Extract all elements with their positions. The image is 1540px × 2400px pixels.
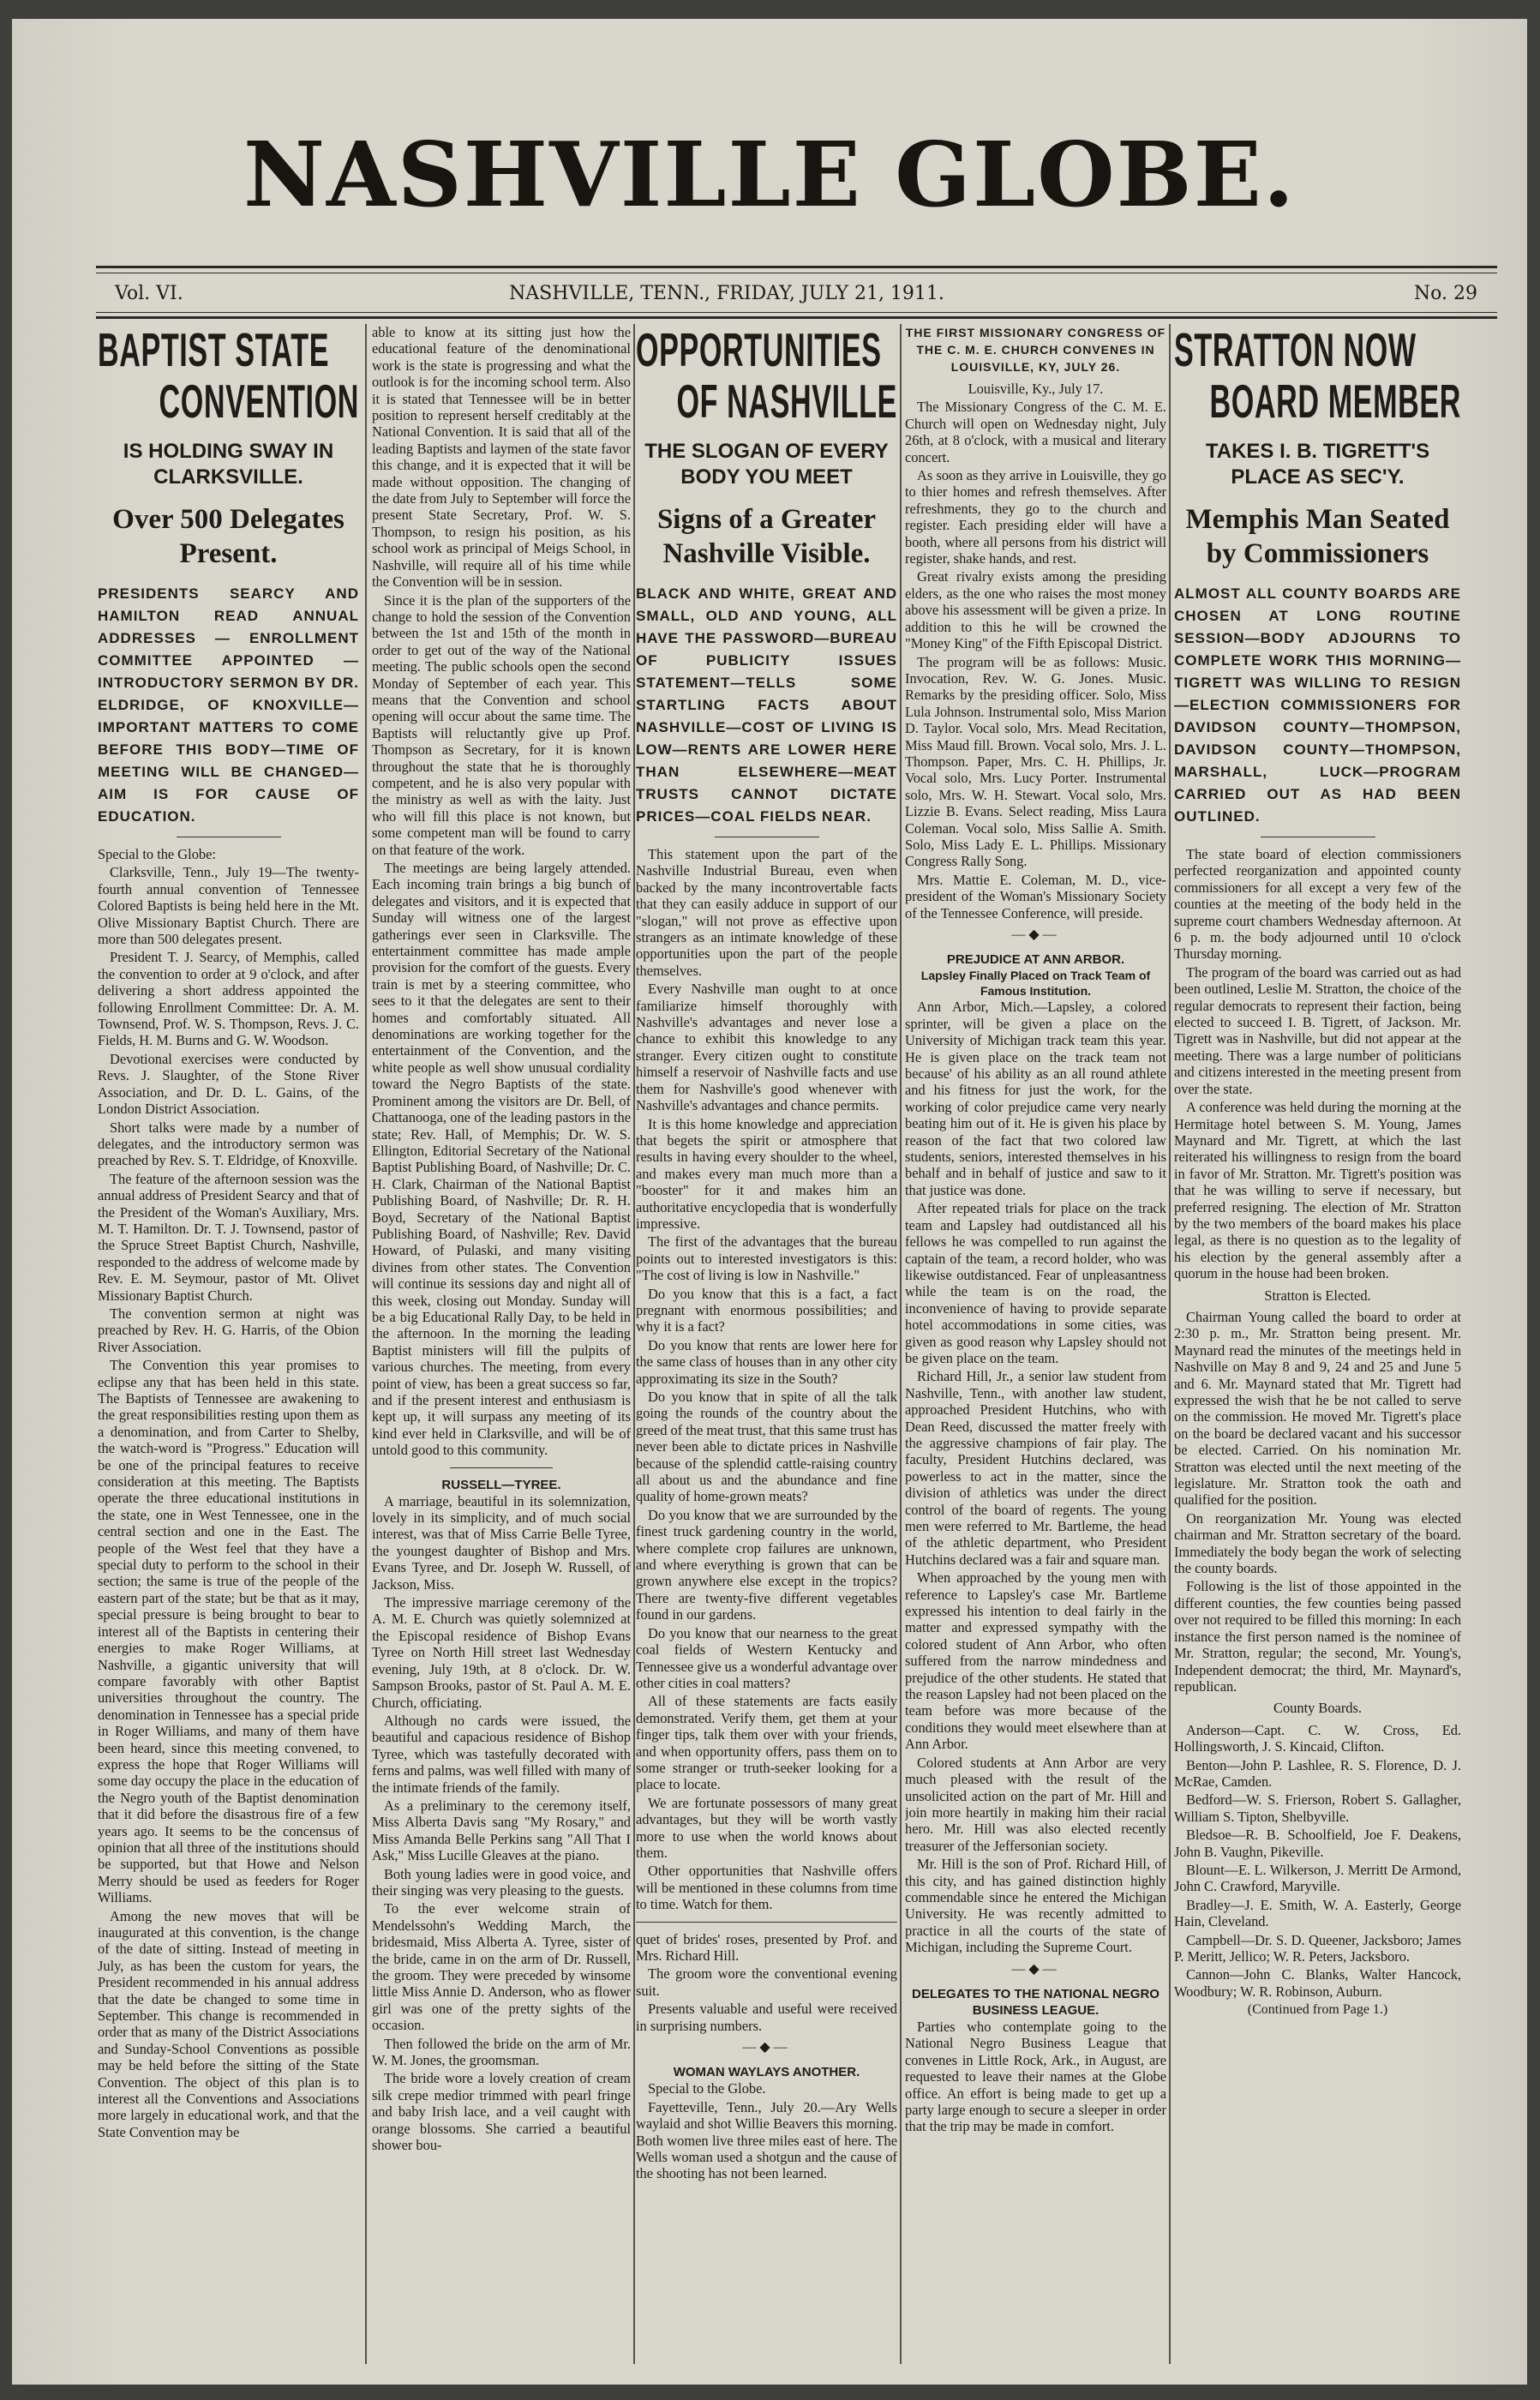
divider-ornament: —◆— — [742, 2040, 791, 2055]
paragraph: On reorganization Mr. Young was elected chairman and Mr. Stratton secretary of the board. Immediately the body began the work of selecting the county boards. — [1174, 1509, 1461, 1577]
paragraph: The Convention this year promises to eclipse any that has been held in this state. The Baptists of Tennessee are awakening to the great responsibilities resting upon them as a denomination, and from Carter to Shelby, the watch-word is "Progress." Education will be one of the principal features to receive consideration at this meeting. The Baptists operate the three educational institutions in the state, one in West Tennessee, one in the central section and one in the East. The people of the West feel that they have a special duty to perform to the school in their section; the same is true of the people of the eastern part of the state; but be that as it may, special pressure is being brought to bear to interest all of the Baptists in centering their energies to make Roger Williams, at Nashville, a gigantic university that will compare favorably with other Baptist universities throughout the country. The denomination in Tennessee has a special pride in Roger Williams, and many of them have been heard, since this meeting convened, to express the hope that Roger Williams will some day occupy the place in the education of the Negro youth of the Baptist denomination that it did before the disastrous fire of a few years ago. It seems to be the concensus of opinion that all three of the institutions should be supported, but that Howe and Nelson Merry should be used as feeders for Roger Williams. — [98, 1357, 359, 1906]
paragraph: Since it is the plan of the supporters of the change to hold the session of the Convention between the 1st and 15th of the month in order to get out of the way of the National meeting. The public schools open the second Monday of September of each year. This means that the Convention and school opening will occur about the same time. The Baptists will reluctantly give up Prof. Thompson as Secretary, for it is known throughout the state that he is thoroughly competent, and he is also very popular with the ministry as well as with the laity. Just who will fill this place is not known, but some competent man will be found to carry on that feature of the work. — [372, 591, 631, 858]
summary-deck: BLACK AND WHITE, GREAT AND SMALL, OLD AND YOUNG, ALL HAVE THE PASSWORD—BUREAU OF PUBLICITY ISSUES STATEMENT—TELLS SOME STARTLING FACTS ABOUT NASHVILLE—COST OF LIVING IS LOW—RENTS ARE LOWER HERE THAN ELSEWHERE—MEAT TRUSTS CANNOT DICTATE PRICES—COAL FIELDS NEAR. — [636, 585, 897, 825]
paragraph: Do you know that this is a fact, a fact pregnant with enormous possibilities; and why it is a fact? — [636, 1285, 897, 1335]
paragraph: This statement upon the part of the Nashville Industrial Bureau, even when backed by the many incontrovertable facts that they can easily adduce in support of our "slogan," will not prove as effective upon strangers as an intimate knowledge of these opportunities upon the part of the people themselves. — [636, 846, 897, 979]
paragraph: The groom wore the conventional evening suit. — [636, 1965, 897, 1999]
divider-ornament: —◆— — [1011, 927, 1060, 942]
paragraph: Do you know that our nearness to the great coal fields of Western Kentucky and Tennessee give us a wonderful advantage over other cities in coal matters? — [636, 1624, 897, 1691]
paragraph: Then followed the bride on the arm of Mr. W. M. Jones, the groomsman. — [372, 2035, 631, 2069]
column-rule — [365, 324, 367, 2364]
list-item: Blount—E. L. Wilkerson, J. Merritt De Armond, John C. Crawford, Maryville. — [1174, 1861, 1461, 1895]
column-rule — [900, 324, 902, 2364]
headline-line-1: OPPORTUNITIES — [636, 324, 882, 376]
paragraph: A conference was held during the morning at the Hermitage hotel between S. M. Young, James Maynard and Mr. Tigrett, at which the last reiterated his willingness to resign from the board in favor of Mr. Stratton. Mr. Tigrett's position was that he was willing to serve if necessary, but preferred resigning. The election of Mr. Stratton by the two members of the board makes his place legal, as there is no question as to the legality of his election by the general assembly after a quorum in the house had been broken. — [1174, 1099, 1461, 1282]
column-4 — [905, 324, 1166, 2379]
paragraph: It is this home knowledge and appreciation that begets the spirit or atmosphere that results in having every shoulder to the wheel, and makes every man much more than a "booster" for it and makes him an authoritative encyclopedia that is wonderfully impressive. — [636, 1115, 897, 1232]
list-item: Benton—John P. Lashlee, R. S. Florence, D. J. McRae, Camden. — [1174, 1756, 1461, 1790]
special-line: Special to the Globe. — [648, 2080, 766, 2097]
paragraph: The first of the advantages that the bureau points out to interested investigators is this: "The cost of living is low in Nashville." — [636, 1233, 897, 1284]
paragraph: All of these statements are facts easily demonstrated. Verify them, get them at your finger tips, talk them over with your friends, and when opportunity offers, pass them on to some stranger or truth-seeker looking for a place to locate. — [636, 1693, 897, 1793]
list-item: Anderson—Capt. C. W. Cross, Ed. Hollingsworth, J. S. Kincaid, Clifton. — [1174, 1721, 1461, 1755]
column-1 — [98, 324, 359, 2379]
divider-ornament: —◆— — [1011, 1961, 1060, 1977]
list-item: Bledsoe—R. B. Schoolfield, Joe F. Deakens, John B. Vaughn, Pikeville. — [1174, 1827, 1461, 1860]
list-item: Campbell—Dr. S. D. Queener, Jacksboro; James P. Meritt, Jellico; W. R. Peters, Jacksboro. — [1174, 1931, 1461, 1965]
headline-line-1: STRATTON NOW — [1174, 324, 1417, 376]
list-item: Cannon—John C. Blanks, Walter Hancock, Woodbury; W. R. Robinson, Auburn. — [1174, 1966, 1461, 2000]
masthead-rule — [96, 266, 1497, 268]
subheadline-2: Over 500 Delegates Present. — [112, 504, 345, 569]
dateline-rule-thin — [96, 312, 1497, 313]
column-rule — [633, 324, 635, 2364]
paragraph: Parties who contemplate going to the National Negro Business League that convenes in Little Rock, Ark., in August, are requested to leave their names at the Globe office. An effort is being made to get up a party large enough to secure a sleeper in order that the trip may be made in comfort. — [905, 2018, 1166, 2135]
list-item: Bedford—W. S. Frierson, Robert S. Gallagher, William S. Tipton, Shelbyville. — [1174, 1791, 1461, 1825]
column-5 — [1174, 324, 1461, 2379]
article-heading: THE FIRST MISSIONARY CONGRESS OF THE C. M. E. CHURCH CONVENES IN LOUISVILLE, KY, JULY 26. — [905, 326, 1166, 374]
paragraph: A marriage, beautiful in its solemnization, lovely in its simplicity, and of much social interest, was that of Miss Carrie Belle Tyree, the youngest daughter of Bishop and Mrs. Evans Tyree, and Dr. Joseph W. Russell, of Jackson, Miss. — [372, 1492, 631, 1593]
paragraph: Following is the list of those appointed in the different counties, the few counties being passed over not required to be filled this morning: In each instance the first person named is the nominee of Mr. Stratton, regular; the second, Mr. Young's, Independent democrat; the third, Mr. Maynard's, republican. — [1174, 1578, 1461, 1695]
paragraph: Chairman Young called the board to order at 2:30 p. m., Mr. Stratton being present. Mr. Maynard read the minutes of the meetings held in Nashville on May 8 and 9, 24 and 25 and June 5 and 6. Mr. Maynard stated that Mr. Tigrett had expressed the wish that he be not called to serve on the commission. He moved Mr. Tigrett's place on the board be declared vacant and his successor be elected. Carried. On his nomination Mr. Stratton was elected until the next meeting of the legislature. Mr. Stratton took the oath and qualified for the position. — [1174, 1308, 1461, 1509]
divider — [450, 1467, 554, 1468]
paragraph: The meetings are being largely attended. Each incoming train brings a big bunch of delegates and visitors, and it is expected that Sunday will witness one of the largest gatherings ever seen in Clarksville. The entertainment committee has made ample provision for the comfort of the guests. Every train is met by a steering committee, who sees to it that the delegates are sent to their homes and comfortably situated. All denominations are working together for the entertainment of the Convention, and the white people as well show unusual cordiality toward the Negro Baptists of the state. Prominent among the visitors are Dr. Bell, of Chattanooga, one of the leading pastors in the state; Rev. Hall, of Memphis; Dr. W. S. Ellington, Editorial Secretary of the National Baptist Publishing Board, of Nashville; Dr. C. H. Clark, Chairman of the National Baptist Publishing Board, of Nashville; Dr. R. H. Boyd, Secretary of the National Baptist Publishing Board, of Nashville; Rev. David Howard, of Pulaski, and many visiting divines from other states. The Convention will continue its sessions day and night all of this week, closing out Monday. Sunday will be a big Educational Rally Day, to be held in the afternoon. In the morning the leading Baptist ministers will fill the pulpits of various churches. The meeting, from every point of view, has been a great success so far, and if the present interest and enthusiasm is kept up, it will surpass any meeting of its kind ever held in Clarksville, and will be of untold good to this community. — [372, 860, 631, 1459]
article-heading: WOMAN WAYLAYS ANOTHER. — [673, 2065, 860, 2080]
headline-line-2: OF NASHVILLE — [676, 375, 897, 428]
masthead: NASHVILLE GLOBE. — [243, 122, 1297, 227]
subheadline: THE SLOGAN OF EVERY BODY YOU MEET — [644, 440, 889, 489]
paragraph: Richard Hill, Jr., a senior law student from Nashville, Tenn., with another law student, approached President Hutchins, who with Dean Reed, discussed the matter freely with the aggressive champions of fair play. The faculty, President Hutchins declared, was powerless to act in the matter, since the division of athletics was under the direct control of the board of regents. The young men were referred to Mr. Bartleme, the head of the athletic department, who President Hutchins declared was a fair and square man. — [905, 1368, 1166, 1568]
subheadline-2: Memphis Man Seated by Commissioners — [1185, 504, 1450, 569]
place-date: Louisville, Ky., July 17. — [968, 381, 1104, 397]
paragraph: Both young ladies were in good voice, and their singing was very pleasing to the guests. — [372, 1865, 631, 1899]
column-rule — [1169, 324, 1171, 2364]
paragraph: To the ever welcome strain of Mendelssohn's Wedding March, the bridesmaid, Miss Alberta A. Tyree, sister of the bride, came in on the arm of Dr. Russell, the groom. They were preceded by winsome little Miss Annie D. Anderson, who as flower girl was one of the pretty sights of the occasion. — [372, 1900, 631, 2034]
paragraph: Ann Arbor, Mich.—Lapsley, a colored sprinter, will be given a place on the University of Michigan track team this year. He is given place on the track team not because' of his ability as an all round athlete and his fitness for just the work, for the working of color prejudice came very nearly beating him out of it. He is given his place by reason of the fact that two colored law students, seniors, interested themselves in his behalf and in behalf of justice and saw to it that justice was done. — [905, 999, 1166, 1198]
summary-deck: ALMOST ALL COUNTY BOARDS ARE CHOSEN AT LONG ROUTINE SESSION—BODY ADJOURNS TO COMPLETE WORK THIS MORNING—TIGRETT WAS WILLING TO RESIGN—ELECTION COMMISSIONERS FOR DAVIDSON COUNTY—THOMPSON, DAVIDSON COUNTY—THOMPSON, MARSHALL, LUCK—PROGRAM CARRIED OUT AS HAD BEEN OUTLINED. — [1174, 585, 1461, 825]
paragraph: Great rivalry exists among the presiding elders, as the one who raises the most money above his assessment will be given a prize. In addition to this he will be crowned the "Money King" of the Fifth Episcopal District. — [905, 568, 1166, 652]
article-subheading: Lapsley Finally Placed on Track Team of Famous Institution. — [920, 969, 1151, 999]
place-date: NASHVILLE, TENN., FRIDAY, JULY 21, 1911. — [509, 283, 944, 304]
paragraph: Every Nashville man ought to at once familiarize himself thoroughly with Nashville's advantages and never lose a chance to exhibit this knowledge to any stranger. Every citizen ought to constitute himself a reservoir of Nashville facts and use them for Nashville's good whenever with Nashville's advantages and chance permits. — [636, 981, 897, 1114]
paragraph: The bride wore a lovely creation of cream silk crepe medior trimmed with pearl fringe and baby Irish lace, and a veil caught with orange blossoms. She carried a beautiful shower bou- — [372, 2070, 631, 2154]
dateline — [115, 279, 1477, 309]
section-heading: County Boards. — [1273, 1700, 1362, 1717]
list-item: Bradley—J. E. Smith, W. A. Easterly, George Hain, Cleveland. — [1174, 1896, 1461, 1930]
headline-line-2: CONVENTION — [159, 375, 359, 428]
paragraph: Do you know that in spite of all the talk going the rounds of the country about the greed of the meat trust, that this same trust has never been able to dictate prices in Nashville because of the splendid cattle-raising country all about us and the abundance and fine quality of home-grown meats? — [636, 1389, 897, 1505]
special-line: Special to the Globe: — [98, 846, 216, 862]
column-2 — [372, 324, 631, 2379]
paragraph: Colored students at Ann Arbor are very much pleased with the result of the unsolicited action on the part of Mr. Hill and join more heartily in making him their racial hero. Mr. Hill was also elected recently treasurer of the Jeffersonian society. — [905, 1754, 1166, 1854]
article-heading: DELEGATES TO THE NATIONAL NEGRO BUSINESS LEAGUE. — [912, 1986, 1159, 2018]
paragraph: The Missionary Congress of the C. M. E. Church will open on Wednesday night, July 26th, at 8 o'clock, with a musical and literary concert. — [905, 399, 1166, 465]
paragraph: Although no cards were issued, the beautiful and capacious residence of Bishop Tyree, which was tastefully decorated with ferns and palms, was well filled with many of the intimate friends of the family. — [372, 1712, 631, 1796]
subheadline: IS HOLDING SWAY IN CLARKSVILLE. — [123, 440, 334, 489]
article-heading: PREJUDICE AT ANN ARBOR. — [946, 952, 1125, 968]
paragraph: The program will be as follows: Music. Invocation, Rev. W. G. Jones. Music. Remarks by the presiding officer. Solo, Miss Lula Johnson. Instrumental solo, Miss Marion D. Taylor. Vocal solo, Mrs. Mead Recitation, Miss Maud fill. Brown. Vocal solo, Mrs. J. L. Thompson. Paper, Mrs. C. H. Phillips, Jr. Vocal solo, Mrs. Lucy Porter. Instrumental solo, Mrs. W. H. Stewart. Vocal solo, Mrs. Lizzie B. Evans. Select reading, Miss Laura Coleman. Vocal solo, Miss Sallie A. Smith. Solo, Miss Lady E. L. Phillips. Missionary Congress Rally Song. — [905, 653, 1166, 870]
subheadline-2: Signs of a Greater Nashville Visible. — [656, 504, 877, 569]
paragraph: able to know at its sitting just how the educational feature of the denominational work is the state is progressing and what the outlook is for the incoming school term. Also it is stated that Tennessee will be in better position to represent herself creditably at the National Convention. It is said that all of the leading Baptists and laymen of the state favor this change, and it is expected that it will be made without opposition. The changing of the date from July to September will force the present State Secretary, Prof. W. S. Thompson, to resign his position, as his school work as principal of Meigs School, in Nashville, will require all of his time while the Convention will be in session. — [372, 324, 631, 591]
column-3 — [636, 324, 897, 2379]
paragraph: When approached by the young men with reference to Lapsley's case Mr. Bartleme expressed his intention to deal fairly in the matter and expressed sympathy with the colored student of Ann Arbor, who often suffered from the narrow mindedness and prejudice of the other students. He stated that the reason Lapsley had not been placed on the team before was more because of the conditions they would meet elsewhere than at Ann Arbor. — [905, 1569, 1166, 1753]
article-heading: RUSSELL—TYREE. — [441, 1477, 561, 1492]
paragraph: The impressive marriage ceremony of the A. M. E. Church was quietly solemnized at the Episcopal residence of Bishop Evans Tyree on North Hill street last Wednesday evening, July 19th, at 8 o'clock. Dr. W. Sampson Brooks, pastor of St. Paul A. M. E. Church, officiating. — [372, 1594, 631, 1711]
paragraph: Presents valuable and useful were received in surprising numbers. — [636, 2001, 897, 2034]
headline-line-2: BOARD MEMBER — [1209, 375, 1461, 428]
paragraph: After repeated trials for place on the track team and Lapsley had outdistanced all his fellows he was compelled to run against the captain of the team, a record holder, who was likewise outdistanced. Fear of unpleasantness while the team is on the road, the inconvenience of having to provide separate hotel accommodations in some cities, was given as good reason why Lapsley should not be given place on the team. — [905, 1200, 1166, 1366]
paragraph: President T. J. Searcy, of Memphis, called the convention to order at 9 o'clock, and after delivering a short address appointed the following Enrollment Committee: Dr. A. M. Townsend, Prof. W. S. Thompson, Revs. J. C. Fields, H. M. Burns and G. W. Woodson. — [98, 949, 359, 1049]
paragraph: Mrs. Mattie E. Coleman, M. D., vice-president of the Woman's Missionary Society of the Tennessee Conference, will preside. — [905, 871, 1166, 921]
subheadline: TAKES I. B. TIGRETT'S PLACE AS SEC'Y. — [1205, 440, 1430, 489]
dateline-rule — [96, 316, 1497, 319]
summary-deck: PRESIDENTS SEARCY AND HAMILTON READ ANNUAL ADDRESSES — ENROLLMENT COMMITTEE APPOINTED — INTRODUCTORY SERMON BY DR. ELDRIDGE, OF KNOXVILLE—IMPORTANT MATTERS TO COME BEFORE THIS BODY—TIME OF MEETING WILL BE CHANGED—AIM IS FOR CAUSE OF EDUCATION. — [98, 585, 359, 825]
continued-note: (Continued from Page 1.) — [1247, 2002, 1388, 2018]
paragraph: Fayetteville, Tenn., July 20.—Ary Wells waylaid and shot Willie Beavers this morning. Both women live three miles east of here. The Wells woman used a shotgun and the cause of the shooting has not been learned. — [636, 2098, 897, 2182]
newspaper-page — [12, 19, 1527, 2385]
paragraph: Among the new moves that will be inaugurated at this convention, is the change of the date of sitting. Instead of meeting in July, as has been the custom for years, the President recommended in his annual address that the date be changed to some time in September. This change is recommended in order that as many of the District Associations and Sunday-School Conventions as possible may be held before the sitting of the State Convention. The object of this plan is to interest all the Conventions and Associations more largely in educational work, and that the State Convention may be — [98, 1907, 359, 2140]
paragraph: Do you know that we are surrounded by the finest truck gardening country in the world, where complete crop failures are unknown, and where everything is grown that can be grown anywhere else except in the tropics? There are twenty-five different vegetables found in our gardens. — [636, 1506, 897, 1623]
divider — [636, 1922, 897, 1923]
paragraph: The convention sermon at night was preached by Rev. H. G. Harris, of the Obion River Association. — [98, 1305, 359, 1355]
paragraph: Short talks were made by a number of delegates, and the introductory sermon was preached by Rev. S. T. Eldridge, of Knoxville. — [98, 1119, 359, 1169]
paragraph: Other opportunities that Nashville offers will be mentioned in these columns from time to time. Watch for them. — [636, 1863, 897, 1913]
paragraph: Devotional exercises were conducted by Revs. J. Slaughter, of the Stone River Association, and Dr. D. L. Gains, of the London District Association. — [98, 1050, 359, 1118]
paragraph: The state board of election commissioners perfected reorganization and appointed county commissioners for all except a very few of the counties at the meeting of the body held in the supreme court chambers Wednesday afternoon. At 6 p. m. the body adjourned until 10 o'clock Thursday morning. — [1174, 846, 1461, 963]
paragraph: quet of brides' roses, presented by Prof. and Mrs. Richard Hill. — [636, 1930, 897, 1964]
paragraph: The program of the board was carried out as had been outlined, Leslie M. Stratton, the choice of the regular democrats to represent their faction, being elected to succeed I. B. Tigrett, of Jackson. Mr. Tigrett was in Nashville, but did not appear at the meeting. There was a large number of politicians and citizens interested in the meeting present from over the state. — [1174, 963, 1461, 1097]
headline-line-1: BAPTIST STATE — [98, 324, 330, 376]
paragraph: The feature of the afternoon session was the annual address of President Searcy and that of the President of the Woman's Auxiliary, Mrs. M. T. Hamilton. Dr. T. J. Townsend, pastor of the Spruce Street Baptist Church, Nashville, responded to the address of welcome made by Rev. E. M. Seymour, pastor of Mt. Olivet Missionary Baptist Church. — [98, 1170, 359, 1304]
paragraph: Mr. Hill is the son of Prof. Richard Hill, of this city, and has gained distinction highly commendable since he entered the Michigan University. He was recently admitted to practice in all the courts of the state of Michigan, including the Supreme Court. — [905, 1856, 1166, 1956]
paragraph: As a preliminary to the ceremony itself, Miss Alberta Davis sang "My Rosary," and Miss Amanda Belle Perkins sang "All That I Ask," Miss Lucille Gleaves at the piano. — [372, 1797, 631, 1864]
issue-number: No. 29 — [1413, 283, 1477, 304]
paragraph: As soon as they arrive in Louisville, they go to thier homes and refresh themselves. After refreshments, they go to the church and register. Each presiding elder will have a booth, where all persons from his district will register, shake hands, and rest. — [905, 467, 1166, 567]
paragraph: We are fortunate possessors of many great advantages, but they will be worth vastly more to use when the world knows about them. — [636, 1794, 897, 1861]
paragraph: Clarksville, Tenn., July 19—The twenty-fourth annual convention of Tennessee Colored Baptists is being held here in the Mt. Olive Missionary Baptist Church. There are more than 500 delegates present. — [98, 864, 359, 948]
paragraph: Do you know that rents are lower here for the same class of houses than in any other city approximating its size in the South? — [636, 1336, 897, 1387]
section-heading: Stratton is Elected. — [1264, 1287, 1371, 1304]
volume-label: Vol. VI. — [115, 283, 183, 304]
